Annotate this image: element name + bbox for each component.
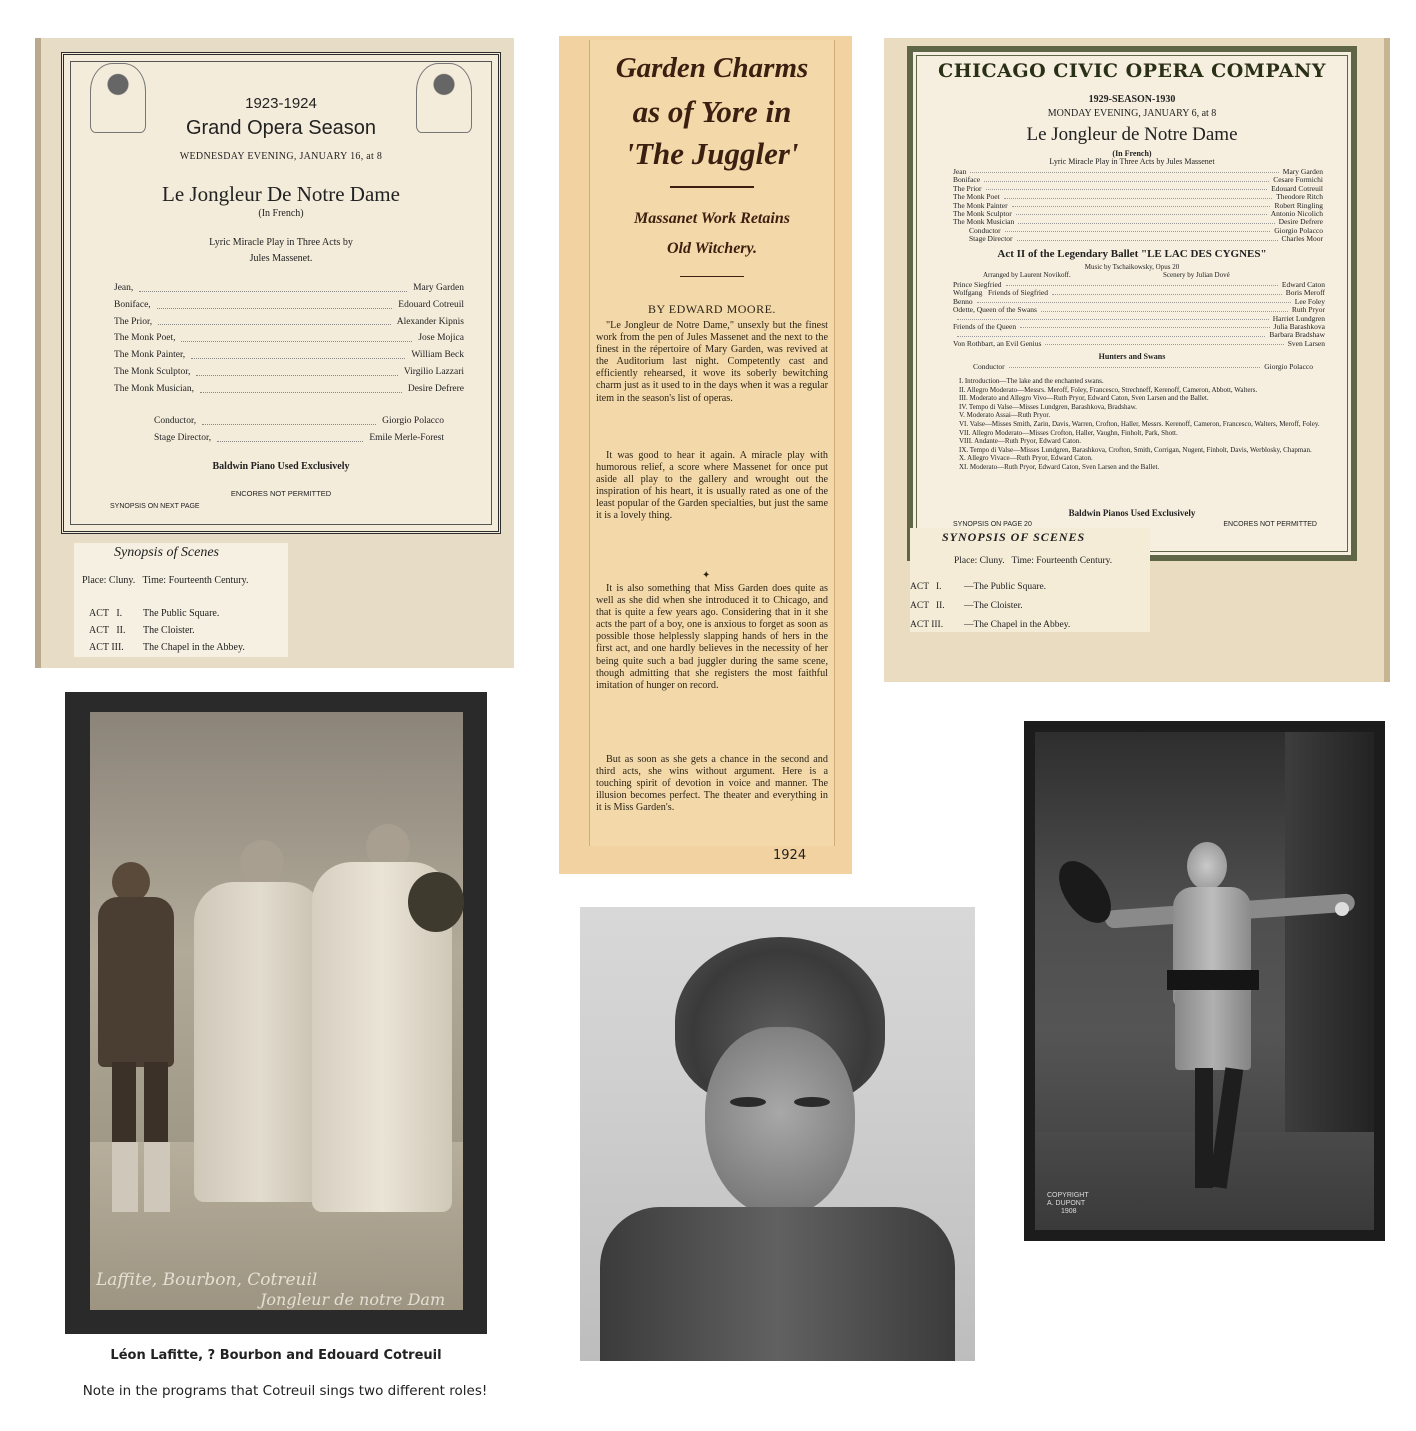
encores-note: ENCORES NOT PERMITTED: [1223, 521, 1317, 528]
ballet-cast-row: Prince Siegfried Edward Caton: [953, 280, 1325, 289]
ballet-number: IV. Tempo di Valse—Misses Lundgren, Barashkova, Bradshaw.: [959, 402, 1137, 411]
cast-row: Conductor Giorgio Polacco: [969, 225, 1323, 235]
piano-note: Baldwin Pianos Used Exclusively: [1068, 508, 1196, 518]
ballet-conductor: Conductor Giorgio Polacco: [973, 362, 1313, 371]
portrait-eye: [730, 1097, 766, 1107]
article-paragraph-1: "Le Jongleur de Notre Dame," unsexly but the finest work from the pen of Jules Massenet and the next to the finest in the répertoire of Mary Garden, was revived at the Auditorium last night. Competently cast and efficiently rehearsed, it wove its soberly bewitching charm just as it used to in the days when it was a regular item in the season's list of operas.: [596, 320, 828, 404]
program-1929-frame: [907, 46, 1357, 561]
hunters-line: Hunters and Swans: [1098, 352, 1166, 361]
synopsis-acts: [89, 605, 245, 656]
photo-inscription-2: Jongleur de notre Dam: [260, 1290, 446, 1309]
ballet-number: IX. Tempo di Valse—Misses Lundgren, Barashkova, Crofton, Smith, Corrigan, Nugent, Finholt, Davis, Werblosky, Chapman.: [959, 445, 1312, 454]
cast-row: Jean Mary Garden: [953, 167, 1323, 176]
ballet-cast-row: Friends of the Queen Julia Barashkova: [953, 322, 1325, 332]
ballet-cast-row: Barbara Bradshaw: [953, 331, 1325, 339]
figure-monk-middle: [194, 882, 326, 1202]
headline-line-1: Garden Charms: [615, 52, 809, 84]
synopsis-act-row: ACT I. —The Public Square.: [910, 582, 1047, 592]
program-1923-frame: [61, 52, 501, 534]
ballet-cast-row: Wolfgang Friends of Siegfried Boris Meroff: [953, 288, 1325, 298]
clipping-year: 1924: [773, 848, 807, 863]
article-paragraph-4: But as soon as she gets a chance in the second and third acts, she wins without argument. Here is a touching spirit of devotion in voice and manner. The illusion becomes perfect. The theater and everything in it is Miss Garden's.: [596, 754, 828, 814]
cast-row: The Monk Poet Theodore Ritch: [953, 192, 1323, 202]
encores-note: ENCORES NOT PERMITTED: [230, 489, 332, 498]
ballet-number: VIII. Andante—Ruth Pryor, Edward Caton.: [959, 437, 1082, 446]
cast-row: Boniface Cesare Formichi: [953, 175, 1323, 185]
program-1929: [884, 38, 1390, 682]
conductor-row: Conductor, Giorgio Polacco: [154, 413, 444, 430]
ballet-music: Music by Tschaikowsky, Opus 20: [1084, 263, 1180, 271]
article-paragraph-3: It is also something that Miss Garden does quite as well as she did when she introduced it to Chicago, and that is quite a few years ago. Considering that in it she acts the part of a boy, one is anxious to forget as soon as possible those helplessly slapping hands of hers in the first act, and one hardly believes in the necessity of her being quite such a bad juggler during the same scene, though admitting that she registers the most faithful imitation of hunger on record.: [596, 583, 828, 691]
newspaper-column: [589, 40, 835, 846]
programs-note: Note in the programs that Cotreuil sings two different roles!: [82, 1383, 488, 1399]
company-name: CHICAGO CIVIC OPERA COMPANY: [938, 60, 1326, 82]
synopsis-note: SYNOPSIS ON PAGE 20: [953, 521, 1032, 528]
ballet-number: I. Introduction—The lake and the enchanted swans.: [959, 377, 1104, 385]
photo-inscription-1: Laffite, Bourbon, Cotreuil: [96, 1270, 318, 1290]
cast-row: Jean, Mary Garden: [114, 280, 464, 297]
synopsis-acts: [910, 578, 1150, 635]
performance-date: WEDNESDAY EVENING, JANUARY 16, at 8: [179, 151, 383, 162]
opera-composer: Jules Massenet.: [249, 253, 313, 264]
ballet-scenery: Scenery by Julian Dové: [1163, 271, 1230, 279]
cast-row: The Prior, Alexander Kipnis: [114, 314, 464, 331]
ballet-number: XI. Moderato—Ruth Pryor, Edward Caton, Sven Larsen and the Ballet.: [959, 462, 1160, 471]
ballet-cast-row: Von Rothbart, an Evil Genius Sven Larsen: [953, 338, 1325, 348]
ballet-numbers: [959, 377, 1329, 472]
piano-note: Baldwin Piano Used Exclusively: [212, 461, 350, 472]
cast-row: The Monk Poet, Jose Mojica: [114, 330, 464, 347]
figure-juggler: [98, 897, 174, 1067]
cast-row: Boniface, Edouard Cotreuil: [114, 297, 464, 314]
director-row: Stage Director, Emile Merle-Forest: [154, 430, 444, 447]
ballet-arranged: Arranged by Laurent Novikoff.: [983, 271, 1071, 279]
copyright-stamp: COPYRIGHT A. DUPONT 1908: [1047, 1192, 1089, 1215]
synopsis-title: Synopsis of Scenes: [114, 545, 219, 560]
ballet-cast-row: Odette, Queen of the Swans Ruth Pryor: [953, 305, 1325, 315]
cast-list: [114, 280, 464, 398]
ballet-cast-row: Harriet Lundgren: [953, 315, 1325, 323]
cast-list: [953, 168, 1323, 244]
ballet-number: V. Moderato Assai—Ruth Pryor.: [959, 411, 1051, 420]
opera-title: Le Jongleur De Notre Dame: [162, 182, 400, 206]
ballet-cast-row: Benno Lee Foley: [953, 296, 1325, 306]
photo-caption: Léon Lafitte, ? Bourbon and Edouard Cotreuil: [110, 1348, 442, 1363]
opera-description: Lyric Miracle Play in Three Acts by: [209, 237, 353, 248]
bw-photograph: [1035, 732, 1374, 1230]
photo-portrait: [580, 907, 975, 1361]
cast-row: The Monk Painter Robert Ringling: [953, 200, 1323, 210]
opera-title: Le Jongleur de Notre Dame: [1026, 124, 1238, 145]
synopsis-act-row: ACT I. The Public Square.: [89, 608, 220, 619]
staff-list: [154, 413, 444, 447]
ballet-cast-list: [953, 281, 1325, 348]
headline-line-3: 'The Juggler': [625, 136, 799, 171]
portrait-face: [705, 1027, 855, 1217]
article-paragraph-2: It was good to hear it again. A miracle play with humorous relief, a score where Massenet for once put aside all play to the gallery and wrought out the inspiration of his heart, it is usually rated as one of the least popular of the Garden specialties, but just the same it is a lovely thing.: [596, 450, 828, 522]
juggling-ball: [1335, 902, 1349, 916]
subhead-line-1: Massanet Work Retains: [634, 210, 790, 227]
cast-row: The Monk Musician, Desire Defrere: [114, 381, 464, 398]
ballet-number: III. Moderato and Allegro Vivo—Ruth Pryor, Edward Caton, Sven Larsen and the Ballet.: [959, 394, 1209, 403]
synopsis-act-row: ACT III. —The Chapel in the Abbey.: [910, 620, 1071, 630]
program-1923: [35, 38, 514, 668]
synopsis-act-row: ACT II. —The Cloister.: [910, 601, 1023, 611]
synopsis-act-row: ACT III. The Chapel in the Abbey.: [89, 642, 245, 653]
opera-language: (In French): [258, 208, 304, 219]
opera-description: Lyric Miracle Play in Three Acts by Jules Massenet: [1049, 157, 1215, 166]
season-years: 1929-SEASON-1930: [1088, 94, 1176, 105]
headline-line-2: as of Yore in: [632, 94, 792, 129]
figure-head: [1187, 842, 1227, 890]
figure-head: [240, 840, 284, 886]
cast-row: The Monk Sculptor, Virgilio Lazzari: [114, 364, 464, 381]
figure-belt: [1167, 970, 1259, 990]
cast-row: Stage Director Charles Moor: [969, 234, 1323, 244]
subhead-rule: [680, 276, 744, 277]
cast-row: The Prior Edouard Cotreuil: [953, 183, 1323, 193]
ballet-number: X. Allegro Vivace—Ruth Pryor, Edward Caton.: [959, 454, 1093, 463]
cast-row: The Monk Musician Desire Defrere: [953, 217, 1323, 227]
headline-rule: [670, 186, 754, 188]
season-years: 1923-1924: [245, 95, 317, 112]
ballet-number: II. Allegro Moderato—Messrs. Meroff, Foley, Francesco, Strechneff, Kerenoff, Cameron, Abbott, Walters.: [959, 385, 1258, 394]
synopsis-act-row: ACT II. The Cloister.: [89, 625, 195, 636]
synopsis-clipping-1923: [74, 543, 288, 657]
performance-date: MONDAY EVENING, JANUARY 6, at 8: [1047, 108, 1217, 119]
byline: BY EDWARD MOORE.: [648, 302, 776, 316]
figure-head: [112, 862, 150, 902]
portrait-shoulders: [600, 1207, 955, 1361]
flowers: [408, 872, 464, 932]
cast-row: The Monk Sculptor Antonio Nicolich: [953, 209, 1323, 219]
synopsis-title: SYNOPSIS OF SCENES: [942, 530, 1086, 544]
portrait-eye: [794, 1097, 830, 1107]
newspaper-clipping: [559, 36, 852, 874]
ballet-title: Act II of the Legendary Ballet "LE LAC DES CYGNES": [997, 248, 1267, 260]
article-divider: ✦: [702, 570, 711, 581]
ballet-number: VII. Allegro Moderato—Misses Crofton, Haller, Vaughn, Finholt, Park, Shott.: [959, 428, 1178, 437]
synopsis-place: Place: Cluny. Time: Fourteenth Century.: [954, 556, 1113, 566]
sepia-photograph: [90, 712, 463, 1310]
photo-three-performers: [65, 692, 487, 1334]
ballet-number: VI. Valse—Misses Smith, Zarin, Davis, Warren, Crofton, Haller, Messrs. Kerenoff, Cameron, Francesco, Walters, Meroff, Foley.: [959, 419, 1320, 428]
synopsis-note: SYNOPSIS ON NEXT PAGE: [110, 503, 200, 510]
synopsis-place: Place: Cluny. Time: Fourteenth Century.: [82, 575, 249, 586]
opera-language: (In French): [1112, 149, 1152, 158]
season-title: Grand Opera Season: [185, 117, 377, 139]
cast-row: The Monk Painter, William Beck: [114, 347, 464, 364]
subhead-line-2: Old Witchery.: [666, 240, 758, 257]
photo-juggler-costume: [1024, 721, 1385, 1241]
